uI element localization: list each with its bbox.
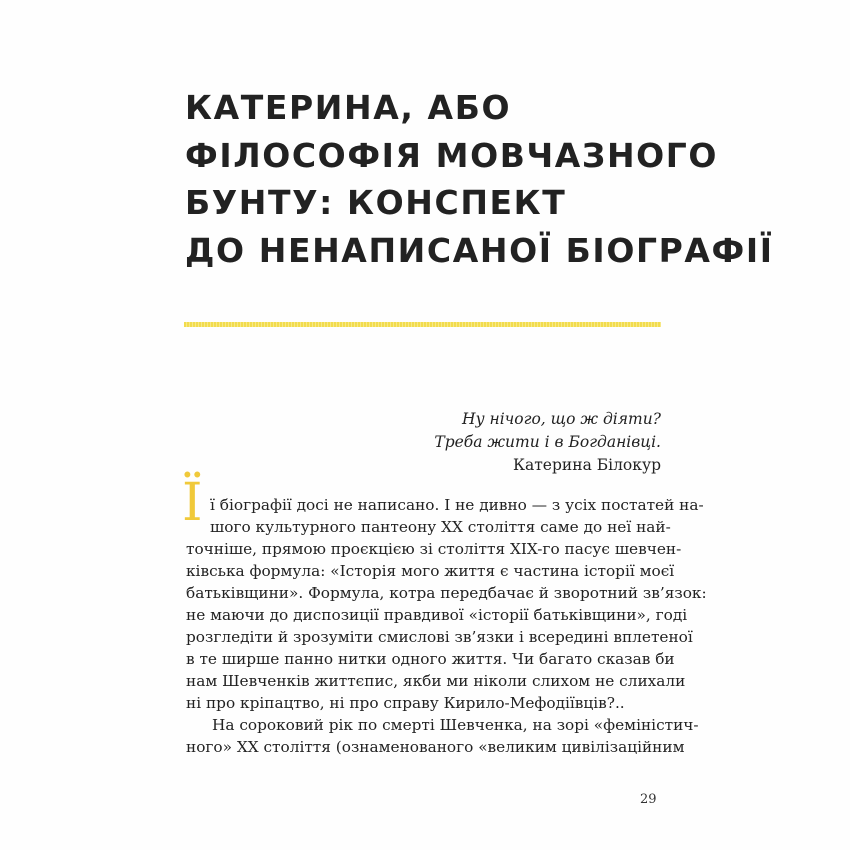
body-line: не маючи до диспозиції правдивої «історії батьківщини», годі xyxy=(186,606,688,624)
body-line: батьківщини». Формула, котра передбачає й зворотний зв’язок: xyxy=(186,584,707,602)
chapter-title xyxy=(185,84,774,274)
body-line: шого культурного пантеону XX століття саме до неї най- xyxy=(210,518,671,536)
epigraph-author: Катерина Білокур xyxy=(513,456,661,474)
body-line: нам Шевченків життєпис, якби ми ніколи слихом не слихали xyxy=(186,672,686,690)
body-line: ї біографії досі не написано. І не дивно — з усіх постатей на- xyxy=(210,496,704,514)
chapter-title-line: ФІЛОСОФІЯ МОВЧАЗНОГО xyxy=(185,135,719,175)
body-line: ні про кріпацтво, ні про справу Кирило-Мефодіївців?.. xyxy=(186,694,625,712)
epigraph-quote-line: Треба жити і в Богданівці. xyxy=(434,433,661,451)
yellow-divider xyxy=(184,322,661,327)
body-line: точніше, прямою проєкцією зі століття XIX-го пасує шевчен- xyxy=(186,540,682,558)
page-number: 29 xyxy=(640,792,657,807)
epigraph xyxy=(301,408,661,477)
body-line: На сороковий рік по смерті Шевченка, на зорі «феміністич- xyxy=(212,716,699,734)
body-line: в те ширше панно нитки одного життя. Чи багато сказав би xyxy=(186,650,675,668)
chapter-title-line: КАТЕРИНА, АБО xyxy=(185,88,512,127)
chapter-title-line: ДО НЕНАПИСАНОЇ БІОГРАФІЇ xyxy=(185,230,774,270)
body-line: розгледіти й зрозуміти смислові зв’язки і всередині вплетеної xyxy=(186,628,693,646)
body-text xyxy=(186,494,707,758)
epigraph-quote-line: Ну нічого, що ж діяти? xyxy=(462,410,661,428)
body-line: ного» XX століття (ознаменованого «великим цивілізаційним xyxy=(186,738,685,756)
body-line: ківська формула: «Історія мого життя є частина історії моєї xyxy=(186,562,675,580)
chapter-title-line: БУНТУ: КОНСПЕКТ xyxy=(185,183,567,222)
drop-cap: Ї xyxy=(182,473,203,533)
